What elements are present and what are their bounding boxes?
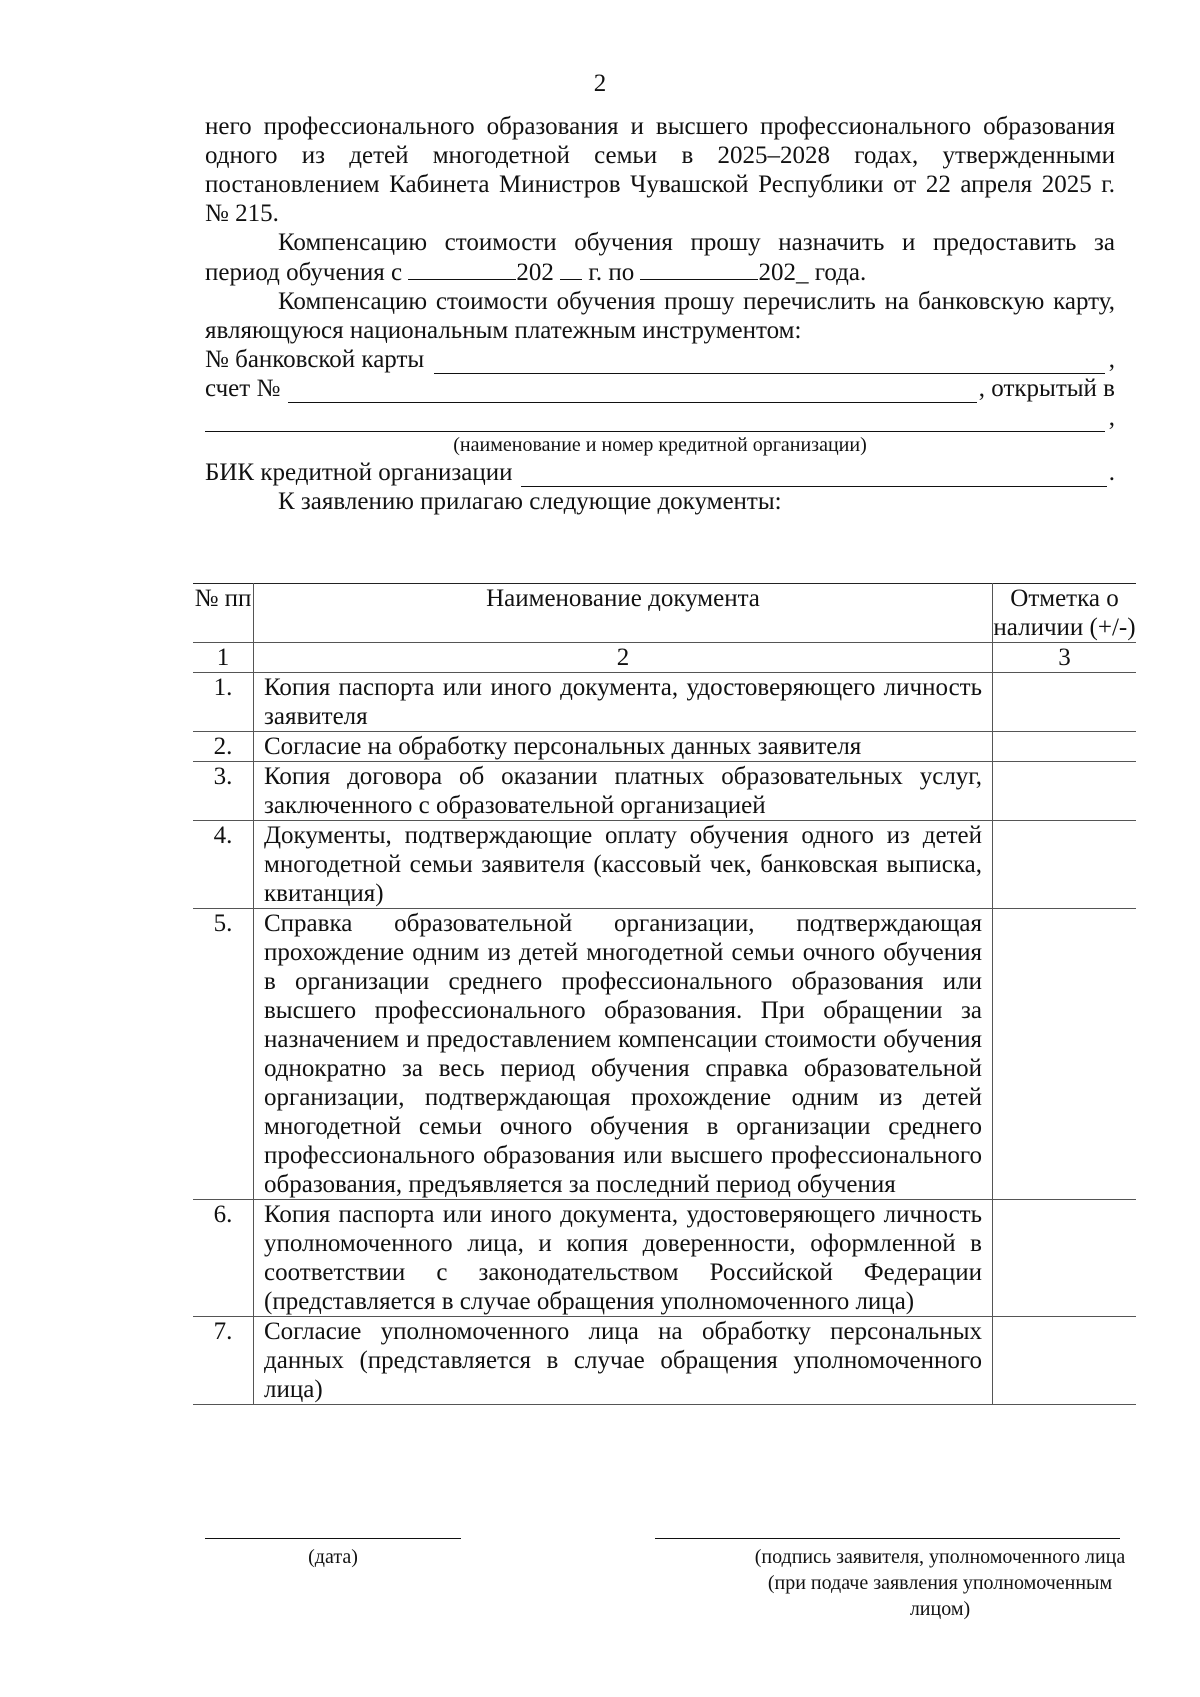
row-mark[interactable] [993, 909, 1137, 1200]
table-row [193, 1200, 1136, 1317]
table-row [193, 762, 1136, 821]
row-num: 1. [193, 673, 254, 732]
bank-card-field[interactable] [434, 351, 1105, 374]
header-mark: Отметка о наличии (+/-) [993, 585, 1136, 641]
header-name: Наименование документа [254, 584, 993, 643]
account-label: счет № [205, 375, 281, 402]
table-row [193, 673, 1136, 732]
row-mark[interactable] [993, 1200, 1137, 1317]
row-name: Согласие уполномоченного лица на обработку персональных данных (представляется в случае обращения уполномоченного лица) [254, 1317, 993, 1405]
row-num: 5. [193, 909, 254, 1200]
table-row [193, 909, 1136, 1200]
row-name: Документы, подтверждающие оплату обучения одного из детей многодетной семьи заявителя (кассовый чек, банковская выписка, квитанция) [254, 821, 993, 909]
row-mark[interactable] [993, 673, 1137, 732]
bank-card-label: № банковской карты [205, 346, 425, 373]
bik-label: БИК кредитной организации [205, 459, 513, 486]
period-paragraph [205, 228, 1115, 287]
bik-row: БИК кредитной организации . [205, 459, 1115, 486]
date-to-field[interactable] [640, 257, 758, 280]
year-suffix: г. по [588, 259, 635, 286]
row-mark[interactable] [993, 732, 1137, 762]
account-row [205, 374, 1115, 403]
account-field[interactable] [288, 380, 977, 403]
credit-org-row: , [205, 403, 1115, 432]
credit-org-field[interactable] [205, 409, 1105, 432]
year-from-field[interactable] [560, 257, 582, 280]
period-text: Компенсацию стоимости обучения прошу назначить и предоставить за период обучения с [205, 229, 1115, 286]
row-name: Согласие на обработку персональных данных заявителя [254, 732, 993, 762]
year-from: 202 [516, 259, 554, 286]
numbering-2: 2 [254, 643, 993, 673]
transfer-paragraph: Компенсацию стоимости обучения прошу перечислить на банковскую карту, являющуюся национальным платежным инструментом: [205, 288, 1115, 344]
signature-caption: (подпись заявителя, уполномоченного лица (при подаче заявления уполномоченным лицом) [754, 1546, 1126, 1620]
bik-field[interactable] [521, 464, 1107, 487]
row-num: 3. [193, 762, 254, 821]
date-signature-line[interactable] [205, 1538, 461, 1539]
row-num: 7. [193, 1317, 254, 1405]
row-name: Копия договора об оказании платных образовательных услуг, заключенного с образовательной организацией [254, 762, 993, 821]
row-name: Справка образовательной организации, подтверждающая прохождение одним из детей многодетной семьи очного обучения в организации среднего профессионального образования или высшего профессионального образования. При обращении за назначением и предоставлением компенсации стоимости обучения однократно за весь период обучения справка образовательной организации, подтверждающая прохождение одним из детей многодетной семьи очного обучения в организации среднего профессионального образования или высшего профессионального образования, предъявляется за последний период обучения [254, 909, 993, 1200]
row-num: 2. [193, 732, 254, 762]
numbering-3: 3 [993, 643, 1137, 673]
row-mark[interactable] [993, 1317, 1137, 1405]
row-mark[interactable] [993, 821, 1137, 909]
table-row [193, 821, 1136, 909]
date-from-field[interactable] [408, 257, 516, 280]
row-num: 4. [193, 821, 254, 909]
date-caption: (дата) [308, 1546, 358, 1568]
opened-in-label: , открытый в [978, 375, 1115, 402]
table-header-row [193, 584, 1136, 643]
bank-card-row: № банковской карты , [205, 346, 1115, 373]
row-mark[interactable] [993, 762, 1137, 821]
table-row [193, 1317, 1136, 1405]
row-name: Копия паспорта или иного документа, удостоверяющего личность заявителя [254, 673, 993, 732]
documents-table [193, 583, 1136, 1405]
table-row [193, 732, 1136, 762]
page-number: 2 [593, 70, 607, 97]
header-num: № пп [193, 584, 254, 643]
intro-paragraph: него профессионального образования и высшего профессионального образования одного из детей многодетной семьи в 2025–2028 годах, утвержденными постановлением Кабинета Министров Чувашской Республики от 22 апреля 2025 г. № 215. [205, 113, 1115, 227]
form-body [205, 112, 1115, 516]
row-num: 6. [193, 1200, 254, 1317]
credit-org-caption: (наименование и номер кредитной организации) [453, 434, 867, 456]
table-numbering-row [193, 643, 1136, 673]
year-to: 202_ [758, 259, 809, 286]
row-name: Копия паспорта или иного документа, удостоверяющего личность уполномоченного лица, и копия доверенности, оформленной в соответствии с законодательством Российской Федерации (представляется в случае обращения уполномоченного лица) [254, 1200, 993, 1317]
docs-title: К заявлению прилагаю следующие документы: [278, 488, 782, 515]
applicant-signature-line[interactable] [655, 1538, 1120, 1539]
period-end: года. [814, 259, 867, 286]
numbering-1: 1 [193, 643, 254, 673]
